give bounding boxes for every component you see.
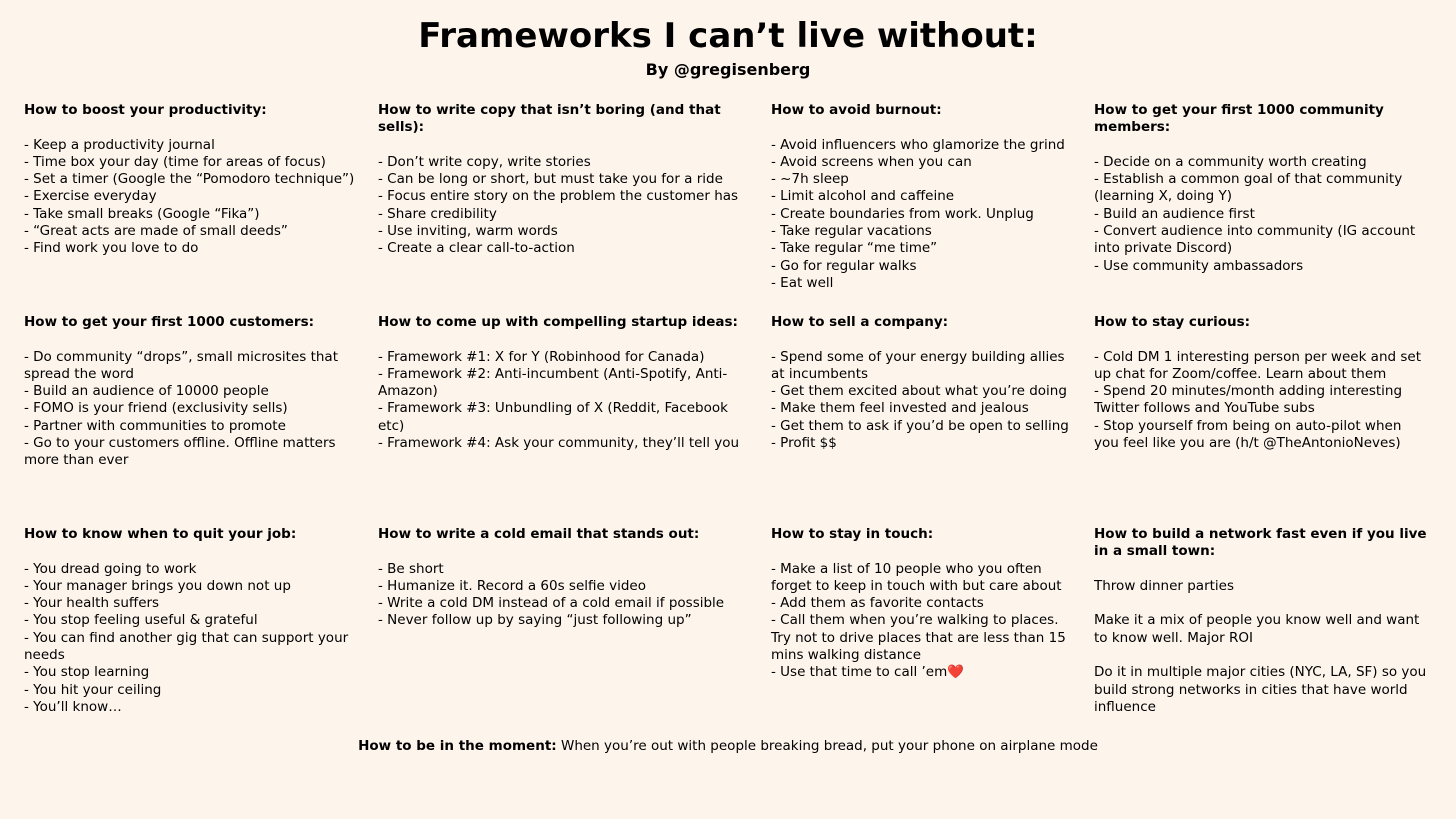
section-heading: How to boost your productivity: <box>24 102 267 118</box>
list-item: - Call them when you’re walking to places. Try not to drive places that are less than 15 mins walking distance <box>771 612 1066 664</box>
list-item: - “Great acts are made of small deeds” <box>24 223 288 240</box>
section-heading: How to get your first 1000 community members: <box>1094 102 1384 136</box>
list-item <box>1094 595 1428 612</box>
section-burnout <box>771 102 1076 292</box>
section-heading: How to come up with compelling startup ideas: <box>378 314 738 330</box>
list-item: - Decide on a community worth creating <box>1094 153 1367 170</box>
list-item: - Get them to ask if you’d be open to selling <box>771 417 1069 434</box>
section-list <box>1094 154 1428 275</box>
list-item: - Make them feel invested and jealous <box>771 400 1029 417</box>
list-item: - Exercise everyday <box>24 188 157 205</box>
list-item <box>1094 647 1428 664</box>
list-item: - ~7h sleep <box>771 171 849 188</box>
section-quit-job <box>24 526 359 716</box>
list-item: - Can be long or short, but must take you for a ride <box>378 171 723 188</box>
page-title: Frameworks I can’t live without: <box>418 16 1038 56</box>
list-item: - Spend some of your energy building allies at incumbents <box>771 348 1065 382</box>
section-heading: How to stay in touch: <box>771 526 934 542</box>
list-item: - Be short <box>378 560 444 577</box>
list-item: - You can find another gig that can support your needs <box>24 629 349 664</box>
list-item: - Do community “drops”, small microsites that spread the word <box>24 348 338 382</box>
list-item: - Write a cold DM instead of a cold email if possible <box>378 595 725 612</box>
section-cold-email <box>378 526 748 630</box>
list-item: - Build an audience first <box>1094 205 1255 222</box>
list-item: - Your manager brings you down not up <box>24 577 291 594</box>
list-item: - Don’t write copy, write stories <box>378 153 591 170</box>
section-list <box>378 349 748 453</box>
list-item: - Never follow up by saying “just following up” <box>378 612 692 629</box>
section-list <box>771 137 1076 293</box>
list-item: - Add them as favorite contacts <box>771 595 984 612</box>
list-item: - Take small breaks (Google “Fika”) <box>24 205 260 222</box>
list-item: - Cold DM 1 interesting person per week and set up chat for Zoom/coffee. Learn about them <box>1094 348 1421 382</box>
list-item: - You stop learning <box>24 664 150 681</box>
list-item: - Framework #1: X for Y (Robinhood for Canada) <box>378 348 705 365</box>
list-item: - Use community ambassadors <box>1094 257 1304 274</box>
list-item: - Create a clear call-to-action <box>378 240 575 257</box>
list-item: - Use that time to call ’em❤️ <box>771 664 965 681</box>
section-list <box>24 137 359 258</box>
list-item: - Keep a productivity journal <box>24 136 215 153</box>
list-item: - Avoid screens when you can <box>771 153 972 170</box>
section-stay-curious <box>1094 314 1428 452</box>
section-list <box>24 349 359 470</box>
list-item: - Make a list of 10 people who you often forget to keep in touch with but care about <box>771 560 1062 594</box>
list-item: - Take regular “me time” <box>771 240 938 257</box>
section-list <box>771 561 1076 682</box>
section-heading: How to write copy that isn’t boring (and that sells): <box>378 102 721 136</box>
section-heading: How to avoid burnout: <box>771 102 942 118</box>
list-item: - Your health suffers <box>24 595 160 612</box>
section-list <box>771 349 1076 453</box>
section-sell-company <box>771 314 1076 452</box>
list-item: - You hit your ceiling <box>24 681 162 698</box>
list-item: - Humanize it. Record a 60s selfie video <box>378 577 646 594</box>
list-item: - Profit $$ <box>771 435 837 452</box>
section-list <box>378 154 748 258</box>
list-item: - Get them excited about what you’re doing <box>771 383 1067 400</box>
list-item: Throw dinner parties <box>1094 577 1235 594</box>
list-item: - Eat well <box>771 274 834 291</box>
list-item: - Go for regular walks <box>771 257 917 274</box>
section-list <box>378 561 748 630</box>
section-customers <box>24 314 359 470</box>
footer-tip <box>0 738 1456 755</box>
list-item: - Go to your customers offline. Offline matters more than ever <box>24 435 336 469</box>
list-item: - Use inviting, warm words <box>378 223 558 240</box>
list-item: Do it in multiple major cities (NYC, LA, SF) so you build strong networks in cities that have world influence <box>1094 664 1427 715</box>
list-item: - You stop feeling useful & grateful <box>24 612 258 629</box>
section-heading: How to know when to quit your job: <box>24 526 297 542</box>
list-item: - Find work you love to do <box>24 240 199 257</box>
list-item: - You’ll know… <box>24 698 122 715</box>
list-item: - Convert audience into community (IG account into private Discord) <box>1094 223 1416 257</box>
list-item: - FOMO is your friend (exclusivity sells) <box>24 400 288 417</box>
section-list <box>24 561 359 717</box>
section-heading: How to stay curious: <box>1094 314 1251 330</box>
list-item: - Focus entire story on the problem the customer has <box>378 188 739 205</box>
section-stay-in-touch <box>771 526 1076 682</box>
section-heading: How to build a network fast even if you live in a small town: <box>1094 526 1427 560</box>
section-heading: How to write a cold email that stands out: <box>378 526 700 542</box>
list-item: - Take regular vacations <box>771 223 932 240</box>
section-build-network <box>1094 526 1428 716</box>
section-heading: How to get your first 1000 customers: <box>24 314 315 330</box>
footer-text: When you’re out with people breaking bread, put your phone on airplane mode <box>560 738 1098 754</box>
list-item: - Spend 20 minutes/month adding interesting Twitter follows and YouTube subs <box>1094 383 1403 417</box>
list-item: - Stop yourself from being on auto-pilot when you feel like you are (h/t @TheAntonioNeves) <box>1094 417 1402 452</box>
list-item: - Framework #2: Anti-incumbent (Anti-Spotify, Anti-Amazon) <box>378 365 728 400</box>
list-item: - Time box your day (time for areas of focus) <box>24 153 326 170</box>
list-item: - Share credibility <box>378 205 497 222</box>
section-list <box>1094 578 1428 716</box>
list-item: - Limit alcohol and caffeine <box>771 188 955 205</box>
list-item: - Build an audience of 10000 people <box>24 383 269 400</box>
section-productivity <box>24 102 359 258</box>
list-item: - Partner with communities to promote <box>24 417 286 434</box>
section-copywriting <box>378 102 748 258</box>
list-item: - You dread going to work <box>24 560 197 577</box>
list-item: Make it a mix of people you know well and want to know well. Major ROI <box>1094 612 1420 646</box>
list-item: - Set a timer (Google the “Pomodoro technique”) <box>24 171 355 188</box>
list-item: - Avoid influencers who glamorize the grind <box>771 136 1065 153</box>
list-item: - Create boundaries from work. Unplug <box>771 205 1034 222</box>
byline: By @gregisenberg <box>645 60 811 79</box>
list-item: - Framework #3: Unbundling of X (Reddit, Facebook etc) <box>378 400 728 434</box>
section-startup-ideas <box>378 314 748 452</box>
list-item: - Establish a common goal of that community (learning X, doing Y) <box>1094 171 1403 205</box>
section-heading: How to sell a company: <box>771 314 949 330</box>
list-item: - Framework #4: Ask your community, they’ll tell you <box>378 435 740 452</box>
footer-label: How to be in the moment: <box>358 738 557 754</box>
section-list <box>1094 349 1428 453</box>
section-community-members <box>1094 102 1428 275</box>
